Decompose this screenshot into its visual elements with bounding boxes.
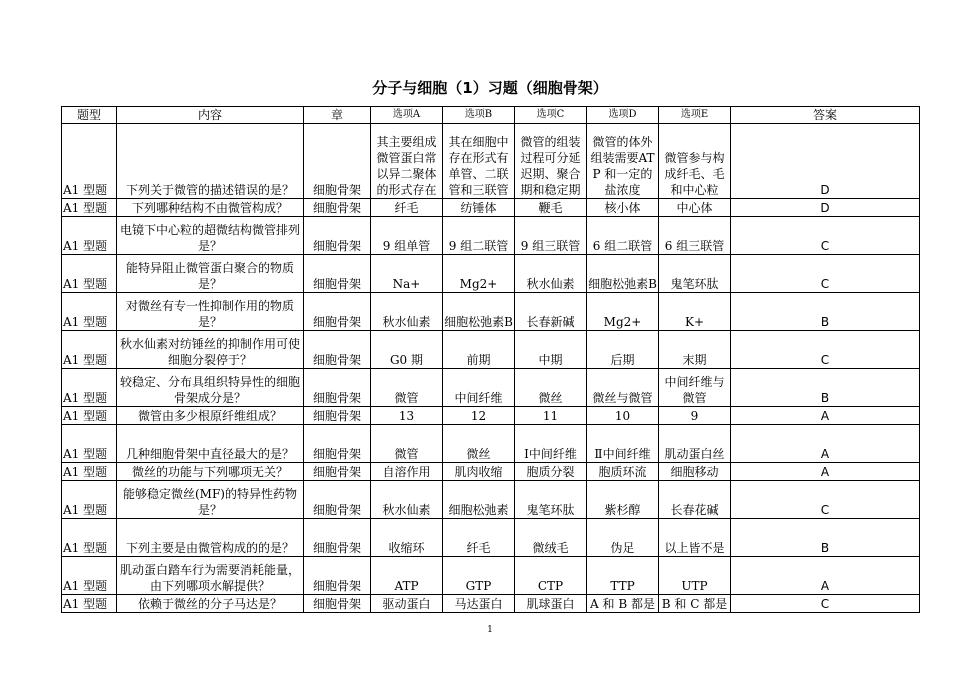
cell-option-b: 细胞松弛素B [443, 293, 515, 331]
cell-chapter: 细胞骨架 [304, 369, 371, 407]
cell-type: A1 型题 [62, 293, 117, 331]
cell-option-b: 细胞松弛素 [443, 481, 515, 519]
cell-option-e: 肌动蛋白丝 [659, 425, 731, 463]
cell-chapter: 细胞骨架 [304, 425, 371, 463]
header-row [62, 107, 920, 124]
cell-option-a: 9 组单管 [371, 217, 443, 255]
cell-option-d: 微管的体外组装需要ATP 和一定的盐浓度 [587, 124, 659, 199]
cell-type: A1 型题 [62, 557, 117, 595]
cell-option-c: 秋水仙素 [515, 255, 587, 293]
cell-option-b: Mg2+ [443, 255, 515, 293]
cell-chapter: 细胞骨架 [304, 595, 371, 613]
table-row [62, 407, 920, 425]
table-row [62, 217, 920, 255]
cell-content: 几种细胞骨架中直径最大的是？ [117, 425, 304, 463]
cell-answer: A [731, 463, 920, 481]
cell-answer: C [731, 595, 920, 613]
cell-option-d: 核小体 [587, 199, 659, 217]
header-option-e: 选项E [659, 107, 731, 124]
cell-type: A1 型题 [62, 331, 117, 369]
cell-option-c: CTP [515, 557, 587, 595]
cell-option-c: 长春新碱 [515, 293, 587, 331]
cell-option-e: UTP [659, 557, 731, 595]
cell-option-b: 其在细胞中存在形式有单管、二联管和三联管 [443, 124, 515, 199]
table-row [62, 293, 920, 331]
cell-option-a: 纤毛 [371, 199, 443, 217]
cell-option-c: 中期 [515, 331, 587, 369]
cell-option-e: 9 [659, 407, 731, 425]
table-row [62, 255, 920, 293]
document-title: 分子与细胞（1）习题（细胞骨架） [372, 79, 608, 97]
cell-option-b: 前期 [443, 331, 515, 369]
cell-chapter: 细胞骨架 [304, 255, 371, 293]
cell-option-d: 6 组二联管 [587, 217, 659, 255]
cell-content: 微丝的功能与下列哪项无关？ [117, 463, 304, 481]
cell-content: 下列主要是由微管构成的的是？ [117, 519, 304, 557]
cell-option-a: 秋水仙素 [371, 293, 443, 331]
cell-answer: A [731, 425, 920, 463]
cell-option-a: 驱动蛋白 [371, 595, 443, 613]
cell-option-e: 中心体 [659, 199, 731, 217]
cell-option-a: Na+ [371, 255, 443, 293]
cell-option-e: 6 组三联管 [659, 217, 731, 255]
cell-content: 肌动蛋白踏车行为需要消耗能量，由下列哪项水解提供？ [117, 557, 304, 595]
cell-option-b: 纤毛 [443, 519, 515, 557]
cell-type: A1 型题 [62, 519, 117, 557]
cell-type: A1 型题 [62, 255, 117, 293]
cell-type: A1 型题 [62, 481, 117, 519]
cell-answer: C [731, 331, 920, 369]
cell-option-d: TTP [587, 557, 659, 595]
table-row [62, 425, 920, 463]
header-option-d: 选项D [587, 107, 659, 124]
header-type: 题型 [62, 107, 117, 124]
table-row [62, 369, 920, 407]
cell-type: A1 型题 [62, 124, 117, 199]
cell-chapter: 细胞骨架 [304, 199, 371, 217]
cell-option-e: 微管参与构成纤毛、毛和中心粒 [659, 124, 731, 199]
cell-option-b: GTP [443, 557, 515, 595]
table-row [62, 199, 920, 217]
cell-option-d: 胞质环流 [587, 463, 659, 481]
question-table [61, 106, 920, 613]
cell-option-c: Ⅰ中间纤维 [515, 425, 587, 463]
cell-chapter: 细胞骨架 [304, 463, 371, 481]
cell-option-b: 马达蛋白 [443, 595, 515, 613]
cell-option-a: 13 [371, 407, 443, 425]
cell-answer: C [731, 217, 920, 255]
cell-option-a: 自溶作用 [371, 463, 443, 481]
cell-option-c: 11 [515, 407, 587, 425]
cell-chapter: 细胞骨架 [304, 481, 371, 519]
cell-answer: B [731, 293, 920, 331]
table-row [62, 331, 920, 369]
cell-answer: D [731, 124, 920, 199]
cell-option-a: 微管 [371, 369, 443, 407]
cell-option-d: 紫杉醇 [587, 481, 659, 519]
cell-option-b: 9 组二联管 [443, 217, 515, 255]
header-content: 内容 [117, 107, 304, 124]
cell-content: 下列关于微管的描述错误的是？ [117, 124, 304, 199]
cell-option-e: 长春花碱 [659, 481, 731, 519]
cell-option-b: 中间纤维 [443, 369, 515, 407]
cell-option-e: 以上皆不是 [659, 519, 731, 557]
cell-type: A1 型题 [62, 369, 117, 407]
cell-option-a: 收缩环 [371, 519, 443, 557]
cell-option-e: 细胞移动 [659, 463, 731, 481]
cell-option-a: ATP [371, 557, 443, 595]
cell-content: 能够稳定微丝(MF)的特异性药物是？ [117, 481, 304, 519]
cell-option-d: A 和 B 都是 [587, 595, 659, 613]
cell-option-c: 鞭毛 [515, 199, 587, 217]
table-row [62, 124, 920, 199]
cell-answer: D [731, 199, 920, 217]
cell-option-a: G0 期 [371, 331, 443, 369]
table-row [62, 519, 920, 557]
cell-option-c: 胞质分裂 [515, 463, 587, 481]
cell-content: 电镜下中心粒的超微结构微管排列是？ [117, 217, 304, 255]
cell-option-b: 纺锤体 [443, 199, 515, 217]
cell-option-d: 后期 [587, 331, 659, 369]
cell-type: A1 型题 [62, 199, 117, 217]
cell-option-c: 微绒毛 [515, 519, 587, 557]
cell-option-a: 其主要组成微管蛋白常以异二聚体的形式存在 [371, 124, 443, 199]
cell-option-e: 中间纤维与微管 [659, 369, 731, 407]
cell-type: A1 型题 [62, 407, 117, 425]
cell-content: 下列哪种结构不由微管构成？ [117, 199, 304, 217]
cell-option-e: 鬼笔环肽 [659, 255, 731, 293]
header-option-b: 选项B [443, 107, 515, 124]
cell-chapter: 细胞骨架 [304, 124, 371, 199]
cell-option-d: 10 [587, 407, 659, 425]
cell-content: 能特异阻止微管蛋白聚合的物质是？ [117, 255, 304, 293]
page-number: 1 [487, 625, 493, 635]
cell-chapter: 细胞骨架 [304, 331, 371, 369]
cell-answer: B [731, 369, 920, 407]
cell-content: 秋水仙素对纺锤丝的抑制作用可使细胞分裂停于？ [117, 331, 304, 369]
cell-option-d: Mg2+ [587, 293, 659, 331]
cell-chapter: 细胞骨架 [304, 407, 371, 425]
cell-type: A1 型题 [62, 425, 117, 463]
header-option-a: 选项A [371, 107, 443, 124]
cell-option-b: 12 [443, 407, 515, 425]
cell-chapter: 细胞骨架 [304, 217, 371, 255]
cell-answer: A [731, 407, 920, 425]
cell-option-d: 细胞松弛素B [587, 255, 659, 293]
cell-option-c: 肌球蛋白 [515, 595, 587, 613]
cell-content: 微管由多少根原纤维组成？ [117, 407, 304, 425]
cell-option-c: 9 组三联管 [515, 217, 587, 255]
cell-option-d: Ⅱ中间纤维 [587, 425, 659, 463]
cell-answer: A [731, 557, 920, 595]
header-option-c: 选项C [515, 107, 587, 124]
cell-content: 依赖于微丝的分子马达是？ [117, 595, 304, 613]
cell-option-e: K+ [659, 293, 731, 331]
cell-content: 较稳定、分布具组织特异性的细胞骨架成分是？ [117, 369, 304, 407]
header-chapter: 章 [304, 107, 371, 124]
cell-option-a: 微管 [371, 425, 443, 463]
cell-option-c: 微丝 [515, 369, 587, 407]
table-row [62, 557, 920, 595]
table-row [62, 463, 920, 481]
cell-chapter: 细胞骨架 [304, 519, 371, 557]
cell-option-d: 伪足 [587, 519, 659, 557]
cell-answer: B [731, 519, 920, 557]
cell-option-b: 微丝 [443, 425, 515, 463]
cell-option-b: 肌肉收缩 [443, 463, 515, 481]
cell-type: A1 型题 [62, 217, 117, 255]
cell-type: A1 型题 [62, 463, 117, 481]
cell-option-d: 微丝与微管 [587, 369, 659, 407]
cell-answer: C [731, 255, 920, 293]
cell-chapter: 细胞骨架 [304, 557, 371, 595]
cell-content: 对微丝有专一性抑制作用的物质是？ [117, 293, 304, 331]
cell-option-e: 末期 [659, 331, 731, 369]
cell-option-c: 微管的组装过程可分延迟期、聚合期和稳定期 [515, 124, 587, 199]
table-row [62, 595, 920, 613]
table-row [62, 481, 920, 519]
cell-option-c: 鬼笔环肽 [515, 481, 587, 519]
cell-option-a: 秋水仙素 [371, 481, 443, 519]
cell-chapter: 细胞骨架 [304, 293, 371, 331]
cell-type: A1 型题 [62, 595, 117, 613]
cell-answer: C [731, 481, 920, 519]
header-answer: 答案 [731, 107, 920, 124]
cell-option-e: B 和 C 都是 [659, 595, 731, 613]
